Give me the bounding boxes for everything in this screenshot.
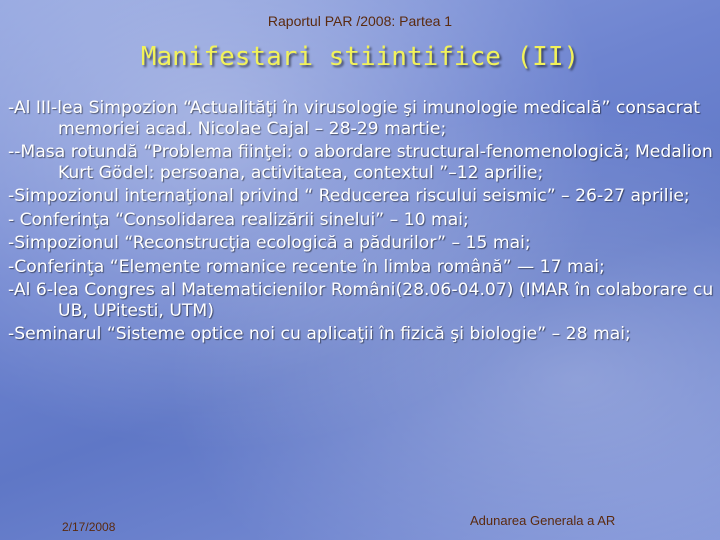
events-list bbox=[8, 98, 714, 348]
footer-organization: Adunarea Generala a AR bbox=[470, 513, 616, 528]
slide-title: Manifestari stiintifice (II) bbox=[140, 42, 580, 72]
footer-date: 2/17/2008 bbox=[62, 520, 116, 534]
list-item: -Simpozionul internaţional privind “ Reducerea riscului seismic” – 26-27 aprilie; bbox=[8, 186, 690, 206]
list-item: --Masa rotundă “Problema fiinţei: o abordare structural-fenomenologică; Medalion Kurt Gödel: persoana, activitatea, contextul ”–12 aprilie; bbox=[8, 142, 713, 183]
list-item: - Conferinţa “Consolidarea realizării sinelui” – 10 mai; bbox=[8, 209, 469, 230]
list-item: -Al 6-lea Congres al Matematicienilor Români(28.06-04.07) (IMAR în colaborare cu UB, UPitesti, UTM) bbox=[8, 280, 714, 321]
list-item: -Simpozionul “Reconstrucţia ecologică a pădurilor” – 15 mai; bbox=[8, 233, 531, 253]
slide-header: Raportul PAR /2008: Partea 1 bbox=[267, 13, 453, 29]
list-item: -Seminarul “Sisteme optice noi cu aplicaţii în fizică şi biologie” – 28 mai; bbox=[8, 324, 631, 344]
list-item: -Conferinţa “Elemente romanice recente în limba română” — 17 mai; bbox=[8, 256, 605, 277]
list-item: -Al III-lea Simpozion “Actualităţi în virusologie şi imunologie medicală” consacrat memoriei acad. Nicolae Cajal – 28-29 martie; bbox=[8, 98, 700, 139]
